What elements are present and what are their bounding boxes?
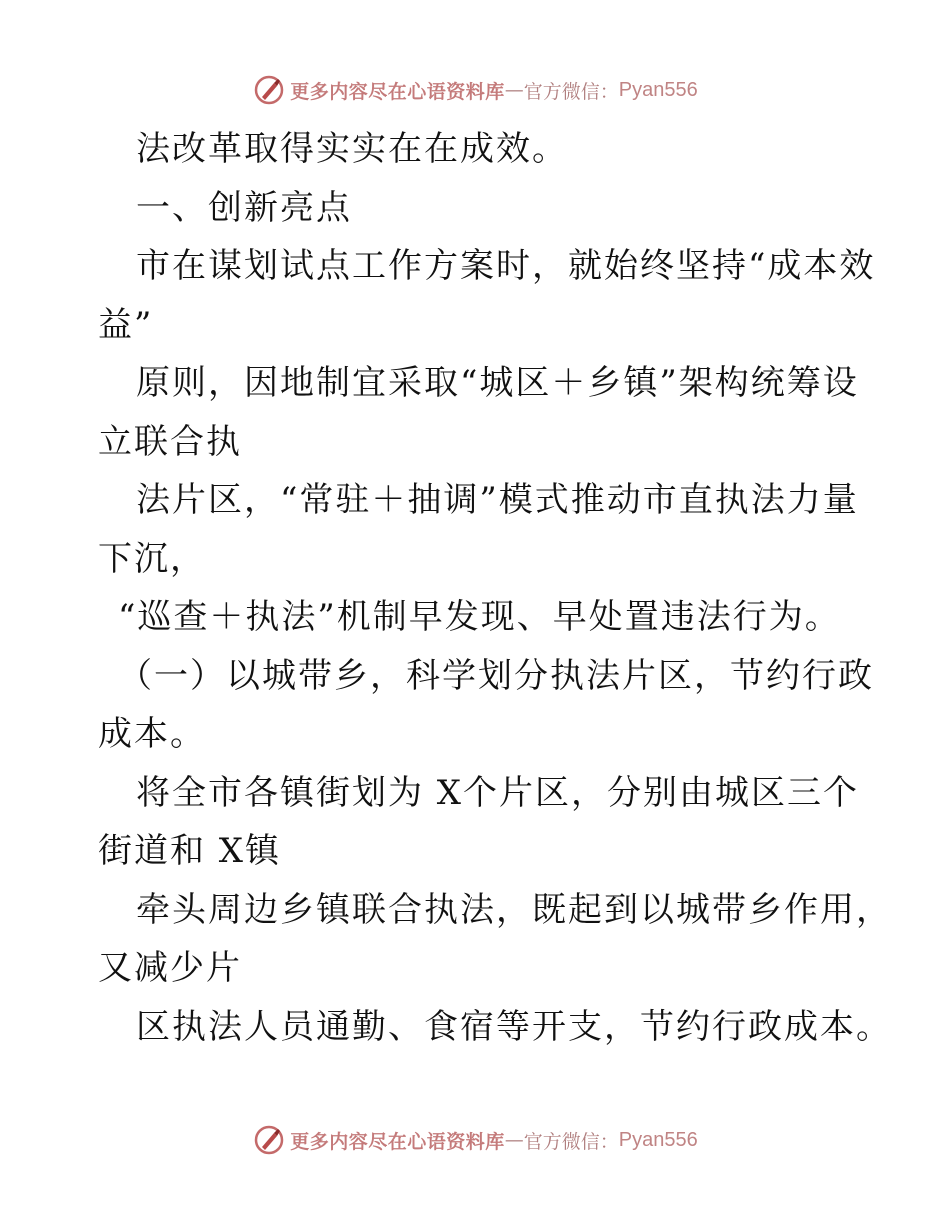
banner-wechat-label: 官方微信：	[523, 80, 619, 103]
text-line: 街道和 X镇	[98, 831, 282, 871]
document-body	[98, 120, 892, 1056]
banner-wechat-label: 官方微信：	[523, 1130, 619, 1153]
footer-banner	[0, 1120, 950, 1160]
text-line: 将全市各镇街划为 X个片区，分别由城区三个	[136, 772, 860, 813]
subsection-heading: （一）以城带乡，科学划分执法片区，节约行政	[118, 655, 874, 696]
text-line: 立联合执	[98, 421, 242, 462]
text-line: 益”	[98, 304, 154, 345]
banner-account-id: Pyan556	[618, 78, 698, 101]
banner-account-id: Pyan556	[618, 1128, 698, 1151]
text-line: 市在谋划试点工作方案时，就始终坚持“成本效	[136, 246, 876, 286]
text-line: 成本。	[98, 714, 206, 754]
text-line: “巡查＋执法”机制早发现、早处置违法行为。	[118, 597, 841, 637]
text-line: 法改革取得实实在在成效。	[136, 129, 568, 169]
logo-pen-icon	[252, 73, 286, 107]
text-line: 区执法人员通勤、食宿等开支，节约行政成本。	[136, 1006, 892, 1047]
section-heading: 一、创新亮点	[136, 187, 352, 228]
banner-main-text: 更多内容尽在心语资料库	[290, 80, 505, 103]
text-line: 又减少片	[98, 948, 242, 988]
text-line: 法片区，“常驻＋抽调”模式推动市直执法力量	[136, 480, 859, 520]
text-line: 牵头周边乡镇联合执法，既起到以城带乡作用，	[136, 889, 892, 930]
logo-pen-icon	[252, 1123, 286, 1157]
banner-separator: —	[504, 1129, 524, 1151]
header-banner	[0, 70, 950, 110]
text-line: 下沉，	[98, 538, 206, 579]
banner-separator: —	[504, 79, 524, 101]
banner-main-text: 更多内容尽在心语资料库	[290, 1130, 505, 1153]
text-line: 原则，因地制宜采取“城区＋乡镇”架构统筹设	[136, 363, 859, 403]
